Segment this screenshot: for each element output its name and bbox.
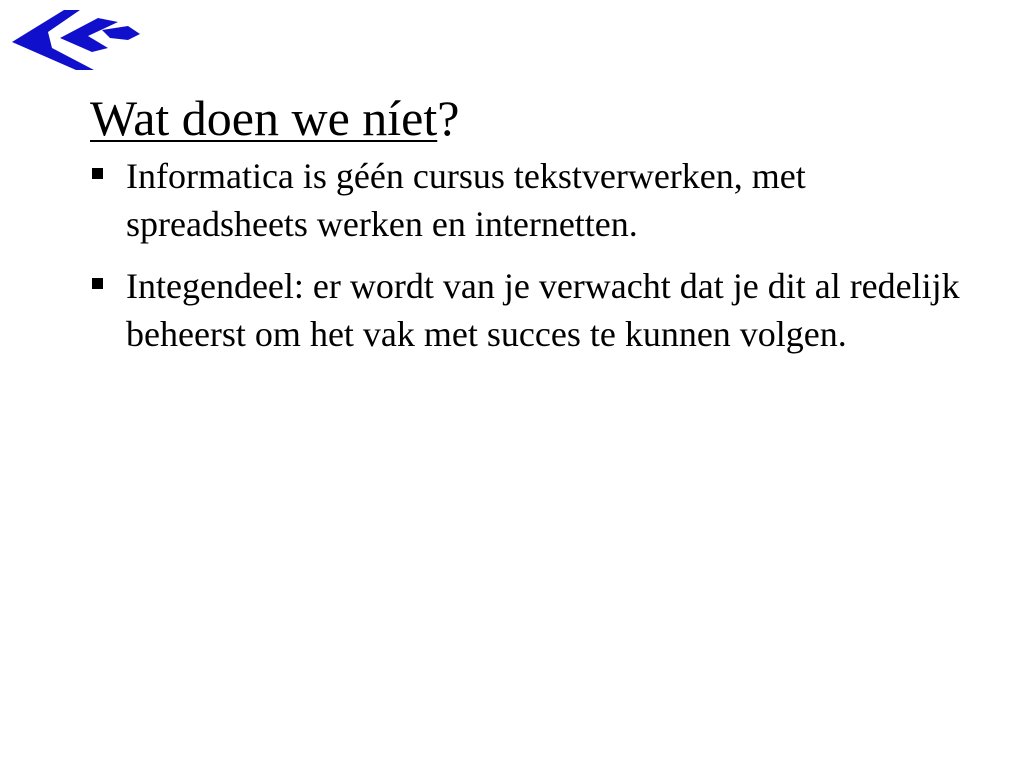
logo-inner-chevron bbox=[102, 26, 140, 40]
bullet-text: Integendeel: er wordt van je verwacht dat je dit al redelijk beheerst om het vak met succes te kunnen volgen. bbox=[126, 266, 960, 354]
slide-title bbox=[90, 86, 459, 150]
bullet-text: Informatica is géén cursus tekstverwerken, met spreadsheets werken en internetten. bbox=[126, 156, 806, 244]
square-bullet-icon bbox=[92, 168, 103, 179]
bullet-item bbox=[90, 152, 970, 248]
slide-title-main: Wat doen we níet bbox=[90, 90, 438, 146]
square-bullet-icon bbox=[92, 278, 103, 289]
bullet-item bbox=[90, 262, 970, 358]
bullet-list bbox=[90, 152, 970, 372]
chevron-logo-icon bbox=[8, 8, 140, 72]
slide-title-suffix: ? bbox=[437, 90, 460, 146]
